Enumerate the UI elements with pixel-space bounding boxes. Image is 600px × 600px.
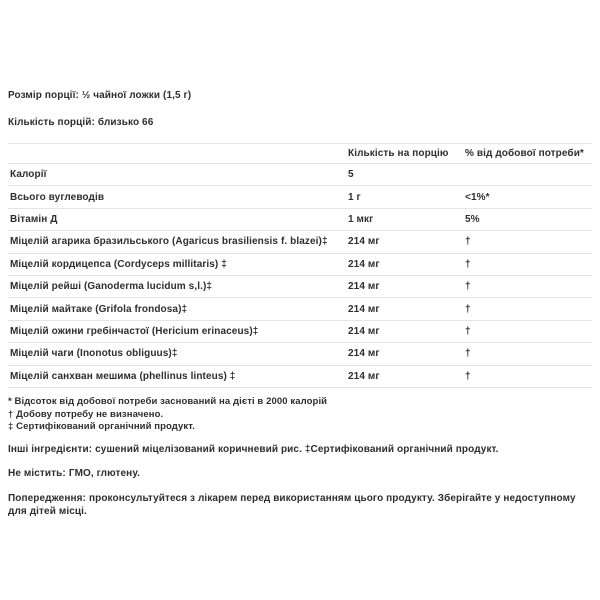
ingredient-name: Вітамін Д [10, 213, 58, 225]
header-daily-value: % від добової потреби* [465, 148, 584, 159]
ingredient-dv: <1%* [465, 191, 490, 203]
table-row [8, 254, 592, 276]
table-row [8, 321, 592, 343]
free-of-value: ГМО, глютену. [68, 467, 140, 479]
footnote-double-dagger: ‡ Сертифікований органічний продукт. [8, 421, 195, 433]
ingredient-name: Міцелій рейші (Ganoderma lucidum s,l.)‡ [10, 281, 213, 293]
ingredient-amount: 214 мг [348, 303, 380, 315]
ingredient-name: Міцелій чаги (Inonotus obliguus)‡ [10, 348, 178, 360]
ingredient-dv: † [465, 348, 471, 360]
table-row [8, 298, 592, 320]
ingredient-amount: 5 [348, 169, 354, 181]
ingredient-name: Міцелій санхван мешима (phellinus linteus) ‡ [10, 370, 236, 382]
nutrition-table [8, 143, 592, 388]
serving-size-line [8, 90, 592, 102]
ingredient-amount: 214 мг [348, 236, 380, 248]
ingredient-amount: 1 мкг [348, 213, 374, 225]
header-amount-per-serving: Кількість на порцію [348, 148, 449, 159]
ingredient-name: Калорії [10, 169, 47, 181]
warning-value: проконсультуйтеся з лікарем перед використанням цього продукту. Зберігайте у недоступному для дітей місці. [8, 492, 576, 517]
warning-label: Попередження: [8, 492, 86, 504]
other-ingredients-line [8, 443, 592, 456]
ingredient-dv: 5% [465, 213, 480, 225]
footnote-dagger: † Добову потребу не визначено. [8, 408, 164, 420]
ingredient-name: Всього вуглеводів [10, 191, 105, 203]
serving-size-value: ½ чайної ложки (1,5 г) [81, 90, 192, 101]
ingredient-amount: 214 мг [348, 281, 380, 293]
table-row [8, 231, 592, 253]
ingredient-amount: 214 мг [348, 258, 380, 270]
table-header-row [8, 143, 592, 164]
ingredient-amount: 1 г [348, 191, 361, 203]
servings-count-label: Кількість порцій: [8, 117, 95, 128]
ingredient-dv: † [465, 325, 471, 337]
ingredient-dv: † [465, 258, 471, 270]
free-of-label: Не містить: [8, 467, 66, 479]
footnotes-block [8, 396, 592, 434]
ingredient-dv: † [465, 370, 471, 382]
top-spacer [8, 0, 592, 90]
table-row [8, 209, 592, 231]
table-row [8, 164, 592, 186]
ingredient-name: Міцелій кордицепса (Cordyceps millitaris) ‡ [10, 258, 227, 270]
free-of-line [8, 467, 592, 480]
ingredient-amount: 214 мг [348, 348, 380, 360]
ingredient-dv: † [465, 236, 471, 248]
table-row [8, 366, 592, 388]
table-row [8, 186, 592, 208]
table-row [8, 276, 592, 298]
other-ingredients-label: Інші інгредієнти: [8, 443, 93, 455]
footnote-daily-value: * Відсоток від добової потреби заснований на дієті в 2000 калорій [8, 395, 328, 407]
ingredient-name: Міцелій агарика бразильського (Agaricus brasiliensis f. blazei)‡ [10, 236, 328, 248]
ingredient-name: Міцелій майтаке (Grifola frondosa)‡ [10, 303, 188, 315]
serving-size-label: Розмір порції: [8, 90, 79, 101]
warning-line [8, 492, 592, 518]
table-row [8, 343, 592, 365]
ingredient-name: Міцелій ожини гребінчастої (Hericium erinaceus)‡ [10, 325, 259, 337]
table-body [8, 164, 592, 388]
ingredient-dv: † [465, 303, 471, 315]
servings-count-line [8, 117, 592, 129]
ingredient-amount: 214 мг [348, 370, 380, 382]
other-ingredients-value: сушений міцелізований коричневий рис. ‡Сертифікований органічний продукт. [95, 443, 499, 455]
servings-count-value: близько 66 [97, 117, 154, 128]
ingredient-amount: 214 мг [348, 325, 380, 337]
ingredient-dv: † [465, 281, 471, 293]
